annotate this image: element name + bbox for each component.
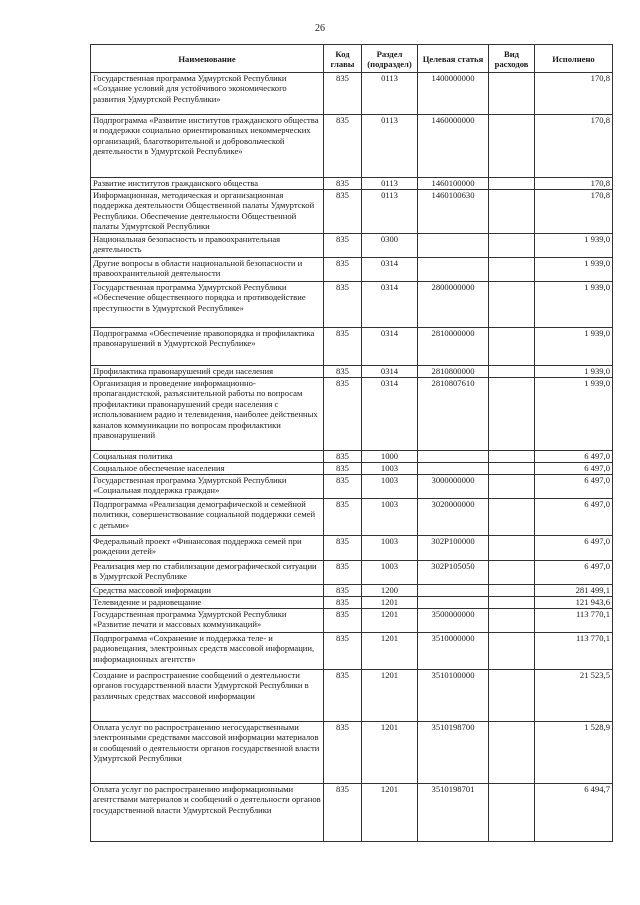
- row-kind: [489, 178, 535, 190]
- row-target: 3510100000: [418, 670, 489, 722]
- row-section: 1201: [362, 633, 418, 670]
- row-kind: [489, 597, 535, 609]
- table-row: [91, 722, 613, 784]
- table-row: [91, 115, 613, 178]
- row-target: 3000000000: [418, 475, 489, 499]
- row-name: Средства массовой информации: [91, 585, 324, 597]
- row-name: Национальная безопасность и правоохранительная деятельность: [91, 234, 324, 258]
- row-target: 3510000000: [418, 633, 489, 670]
- row-name: Другие вопросы в области национальной безопасности и правоохранительной деятельности: [91, 258, 324, 282]
- row-section: 1000: [362, 451, 418, 463]
- row-code: 835: [324, 73, 362, 115]
- row-code: 835: [324, 115, 362, 178]
- table-row: [91, 475, 613, 499]
- row-kind: [489, 536, 535, 561]
- row-kind: [489, 784, 535, 842]
- row-executed: 6 497,0: [535, 463, 613, 475]
- row-section: 0113: [362, 73, 418, 115]
- table-row: [91, 366, 613, 378]
- budget-table: [90, 44, 613, 842]
- header-code: Код главы: [324, 45, 362, 73]
- row-name: Подпрограмма «Сохранение и поддержка теле- и радиовещания, электронных средств массовой информации, информационных агентств»: [91, 633, 324, 670]
- row-executed: 6 494,7: [535, 784, 613, 842]
- row-section: 1003: [362, 475, 418, 499]
- row-executed: 1 939,0: [535, 234, 613, 258]
- row-section: 0300: [362, 234, 418, 258]
- table-row: [91, 670, 613, 722]
- table-row: [91, 73, 613, 115]
- row-code: 835: [324, 609, 362, 633]
- row-target: [418, 463, 489, 475]
- row-executed: 6 497,0: [535, 451, 613, 463]
- row-target: 1460100000: [418, 178, 489, 190]
- row-name: Государственная программа Удмуртской Республики «Развитие печати и массовых коммуникаций»: [91, 609, 324, 633]
- row-kind: [489, 722, 535, 784]
- table-row: [91, 282, 613, 328]
- row-code: 835: [324, 499, 362, 536]
- row-kind: [489, 561, 535, 585]
- row-code: 835: [324, 585, 362, 597]
- table-row: [91, 234, 613, 258]
- row-name: Государственная программа Удмуртской Республики «Обеспечение общественного порядка и противодействие преступности в Удмуртской Республике»: [91, 282, 324, 328]
- row-name: Реализация мер по стабилизации демографической ситуации в Удмуртской Республике: [91, 561, 324, 585]
- row-target: 2810807610: [418, 378, 489, 451]
- table-row: [91, 536, 613, 561]
- row-executed: 1 939,0: [535, 366, 613, 378]
- header-target: Целевая статья: [418, 45, 489, 73]
- row-name: Подпрограмма «Реализация демографической и семейной политики, совершенствование социальной поддержки семей с детьми»: [91, 499, 324, 536]
- row-target: [418, 451, 489, 463]
- row-code: 835: [324, 190, 362, 234]
- row-kind: [489, 499, 535, 536]
- row-code: 835: [324, 328, 362, 366]
- row-section: 1201: [362, 609, 418, 633]
- row-name: Подпрограмма «Развитие институтов гражданского общества и поддержки социально ориентированных некоммерческих организаций, благотворительной и добровольческой деятельности в Удмуртской Республике»: [91, 115, 324, 178]
- row-section: 0113: [362, 178, 418, 190]
- row-name: Организация и проведение информационно-пропагандистской, разъяснительной работы по вопросам профилактики правонарушений среди населения с использованием радио и телевидения, наиболее действенных каналов коммуникации по вопросам профилактики правонарушений: [91, 378, 324, 451]
- row-target: 3510198700: [418, 722, 489, 784]
- table-row: [91, 609, 613, 633]
- row-name: Информационная, методическая и организационная поддержка деятельности Общественной палаты Удмуртской Республики. Обеспечение деятельности Общественной палаты Удмуртской Республики: [91, 190, 324, 234]
- row-code: 835: [324, 451, 362, 463]
- row-name: Федеральный проект «Финансовая поддержка семей при рождении детей»: [91, 536, 324, 561]
- row-name: Развитие институтов гражданского общества: [91, 178, 324, 190]
- row-executed: 113 770,1: [535, 609, 613, 633]
- row-target: 2810800000: [418, 366, 489, 378]
- table-row: [91, 378, 613, 451]
- table-row: [91, 499, 613, 536]
- page-number: 26: [315, 23, 325, 34]
- row-executed: 6 497,0: [535, 499, 613, 536]
- row-section: 0314: [362, 366, 418, 378]
- row-code: 835: [324, 670, 362, 722]
- row-target: 2800000000: [418, 282, 489, 328]
- row-kind: [489, 451, 535, 463]
- row-target: 1400000000: [418, 73, 489, 115]
- row-target: 3510198701: [418, 784, 489, 842]
- row-section: 0113: [362, 190, 418, 234]
- row-name: Подпрограмма «Обеспечение правопорядка и профилактика правонарушений в Удмуртской Республике»: [91, 328, 324, 366]
- row-executed: 6 497,0: [535, 536, 613, 561]
- table-row: [91, 784, 613, 842]
- row-target: 2810000000: [418, 328, 489, 366]
- row-target: 302P105050: [418, 561, 489, 585]
- row-code: 835: [324, 463, 362, 475]
- table-row: [91, 585, 613, 597]
- row-target: [418, 585, 489, 597]
- row-name: Телевидение и радиовещание: [91, 597, 324, 609]
- row-executed: 170,8: [535, 73, 613, 115]
- row-section: 1201: [362, 722, 418, 784]
- table-row: [91, 597, 613, 609]
- row-executed: 1 939,0: [535, 328, 613, 366]
- row-code: 835: [324, 722, 362, 784]
- row-kind: [489, 234, 535, 258]
- row-name: Создание и распространение сообщений о деятельности органов государственной власти Удмуртской Республики в различных средствах массовой информации: [91, 670, 324, 722]
- row-code: 835: [324, 475, 362, 499]
- row-executed: 21 523,5: [535, 670, 613, 722]
- row-kind: [489, 609, 535, 633]
- row-kind: [489, 670, 535, 722]
- row-executed: 170,8: [535, 115, 613, 178]
- row-section: 1003: [362, 536, 418, 561]
- table-row: [91, 258, 613, 282]
- row-section: 1201: [362, 670, 418, 722]
- row-section: 0113: [362, 115, 418, 178]
- row-executed: 1 939,0: [535, 282, 613, 328]
- row-target: [418, 597, 489, 609]
- row-target: 3500000000: [418, 609, 489, 633]
- row-section: 1201: [362, 597, 418, 609]
- row-target: 1460000000: [418, 115, 489, 178]
- row-section: 1003: [362, 463, 418, 475]
- row-name: Социальная политика: [91, 451, 324, 463]
- row-code: 835: [324, 633, 362, 670]
- row-kind: [489, 366, 535, 378]
- table-row: [91, 561, 613, 585]
- row-code: 835: [324, 258, 362, 282]
- header-kind: Вид расходов: [489, 45, 535, 73]
- row-section: 0314: [362, 258, 418, 282]
- row-code: 835: [324, 282, 362, 328]
- table-row: [91, 328, 613, 366]
- row-name: Социальное обеспечение населения: [91, 463, 324, 475]
- row-kind: [489, 115, 535, 178]
- row-kind: [489, 633, 535, 670]
- row-code: 835: [324, 366, 362, 378]
- row-kind: [489, 328, 535, 366]
- header-section: Раздел (подраздел): [362, 45, 418, 73]
- row-code: 835: [324, 597, 362, 609]
- table-header-row: [91, 45, 613, 73]
- row-section: 1003: [362, 561, 418, 585]
- row-executed: 281 499,1: [535, 585, 613, 597]
- row-section: 1200: [362, 585, 418, 597]
- row-section: 1201: [362, 784, 418, 842]
- row-code: 835: [324, 178, 362, 190]
- row-code: 835: [324, 234, 362, 258]
- row-target: [418, 258, 489, 282]
- row-executed: 170,8: [535, 178, 613, 190]
- row-section: 0314: [362, 378, 418, 451]
- row-code: 835: [324, 536, 362, 561]
- table-row: [91, 451, 613, 463]
- row-section: 0314: [362, 282, 418, 328]
- row-kind: [489, 258, 535, 282]
- row-target: [418, 234, 489, 258]
- row-executed: 6 497,0: [535, 475, 613, 499]
- row-target: 3020000000: [418, 499, 489, 536]
- row-executed: 113 770,1: [535, 633, 613, 670]
- header-name: Наименование: [91, 45, 324, 73]
- row-executed: 170,8: [535, 190, 613, 234]
- row-name: Оплата услуг по распространению информационными агентствами материалов и сообщений о деятельности органов государственной власти Удмуртской Республики: [91, 784, 324, 842]
- row-target: 1460100630: [418, 190, 489, 234]
- table-row: [91, 190, 613, 234]
- row-name: Профилактика правонарушений среди населения: [91, 366, 324, 378]
- row-kind: [489, 73, 535, 115]
- row-code: 835: [324, 561, 362, 585]
- row-code: 835: [324, 784, 362, 842]
- row-kind: [489, 463, 535, 475]
- row-kind: [489, 475, 535, 499]
- row-executed: 6 497,0: [535, 561, 613, 585]
- row-kind: [489, 378, 535, 451]
- table-row: [91, 178, 613, 190]
- row-kind: [489, 190, 535, 234]
- row-kind: [489, 585, 535, 597]
- row-kind: [489, 282, 535, 328]
- row-section: 0314: [362, 328, 418, 366]
- table-row: [91, 463, 613, 475]
- row-name: Государственная программа Удмуртской Республики «Создание условий для устойчивого экономического развития Удмуртской Республики»: [91, 73, 324, 115]
- row-target: 302P100000: [418, 536, 489, 561]
- row-name: Государственная программа Удмуртской Республики «Социальная поддержка граждан»: [91, 475, 324, 499]
- row-code: 835: [324, 378, 362, 451]
- table-row: [91, 633, 613, 670]
- row-section: 1003: [362, 499, 418, 536]
- row-executed: 1 939,0: [535, 258, 613, 282]
- row-name: Оплата услуг по распространению негосударственными электронными средствами массовой информации материалов и сообщений о деятельности органов государственной власти Удмуртской Республики: [91, 722, 324, 784]
- row-executed: 121 943,6: [535, 597, 613, 609]
- header-executed: Исполнено: [535, 45, 613, 73]
- row-executed: 1 939,0: [535, 378, 613, 451]
- row-executed: 1 528,9: [535, 722, 613, 784]
